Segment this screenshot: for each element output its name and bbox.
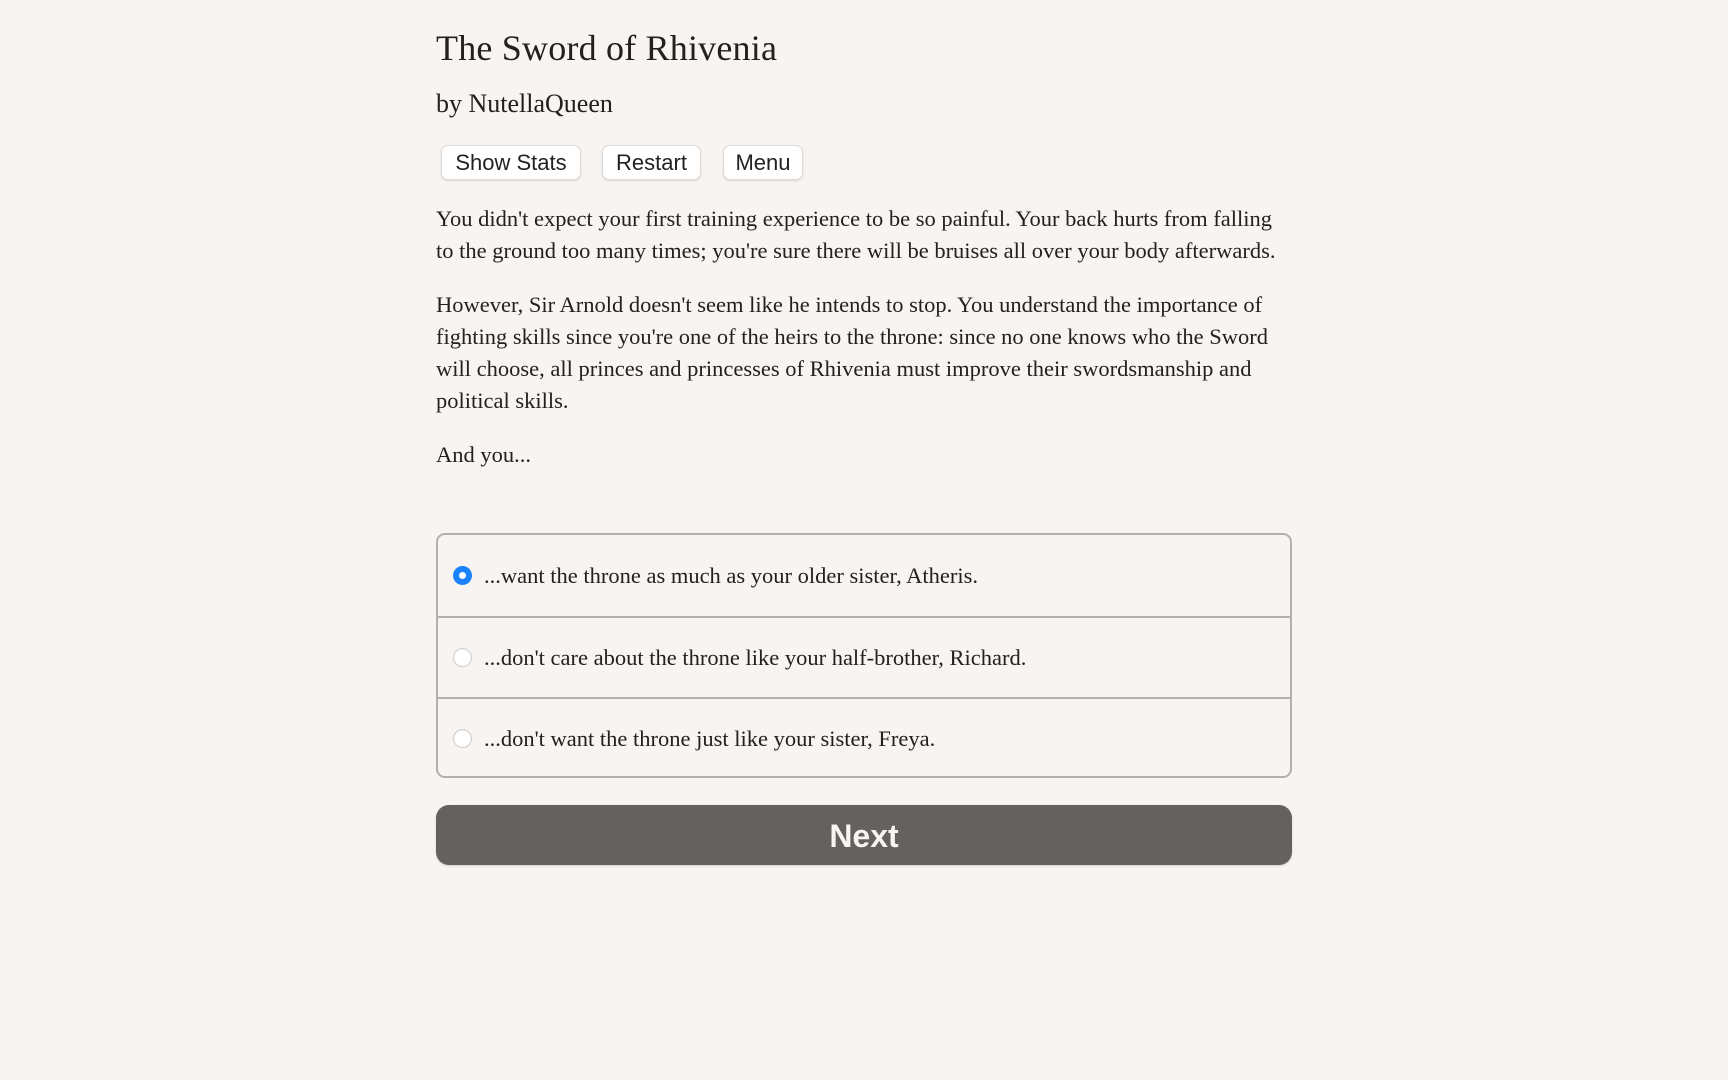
radio-selected-icon[interactable] <box>453 566 472 585</box>
show-stats-button[interactable]: Show Stats <box>441 145 581 180</box>
choice-list <box>436 533 1292 778</box>
menu-button[interactable]: Menu <box>723 145 803 180</box>
game-title: The Sword of Rhivenia <box>436 28 778 68</box>
story-prompt: And you... <box>436 442 531 467</box>
choice-option-atheris[interactable] <box>438 535 1290 616</box>
radio-unselected-icon[interactable] <box>453 648 472 667</box>
toolbar <box>441 145 803 180</box>
choice-option-richard[interactable] <box>438 616 1290 697</box>
choice-option-freya[interactable] <box>438 697 1290 778</box>
choice-label: ...don't want the throne just like your sister, Freya. <box>484 725 936 751</box>
game-author: by NutellaQueen <box>436 89 613 118</box>
choice-label: ...want the throne as much as your older sister, Atheris. <box>484 562 978 588</box>
restart-button[interactable]: Restart <box>602 145 701 180</box>
radio-unselected-icon[interactable] <box>453 729 472 748</box>
story-paragraph: You didn't expect your first training experience to be so painful. Your back hurts from falling to the ground too many times; you're sure there will be bruises all over your body afterwards. <box>436 206 1276 263</box>
choice-label: ...don't care about the throne like your half-brother, Richard. <box>484 644 1027 670</box>
next-button[interactable]: Next <box>436 805 1292 865</box>
story-text <box>436 203 1292 493</box>
story-paragraph: However, Sir Arnold doesn't seem like he intends to stop. You understand the importance of fighting skills since you're one of the heirs to the throne: since no one knows who the Sword will choose, all princes and princesses of Rhivenia must improve their swordsmanship and political skills. <box>436 292 1269 413</box>
